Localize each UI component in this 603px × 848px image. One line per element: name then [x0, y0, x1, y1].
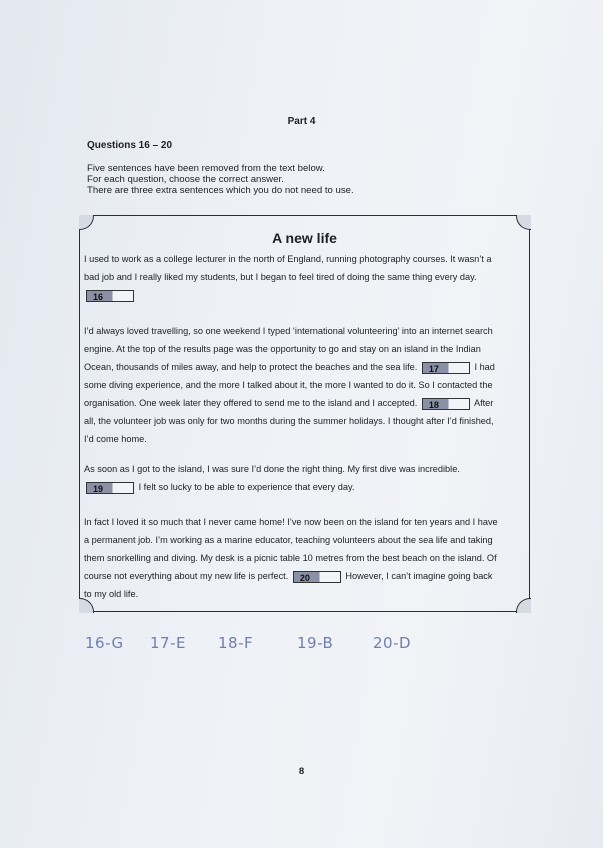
text-line: I’d always loved travelling, so one weekend I typed ‘international volunteering’ into an internet search — [84, 326, 493, 336]
handwritten-answers — [0, 634, 603, 664]
handwritten-answer: 17-E — [150, 634, 186, 652]
gap-16[interactable]: 16 — [86, 290, 134, 302]
text-line: all, the volunteer job was only for two months during the summer holidays. I thought after I’d finished, — [84, 416, 494, 426]
instructions — [87, 163, 354, 196]
text-line: bad job and I really liked my students, but I began to feel tired of doing the same thing every day. — [84, 272, 477, 282]
instruction-line: There are three extra sentences which you do not need to use. — [87, 185, 354, 196]
text-line: organisation. One week later they offered to send me to the island and I accepted. — [84, 398, 418, 408]
text-line: to my old life. — [84, 589, 139, 599]
gap-19[interactable]: 19 — [86, 482, 134, 494]
text-line: I used to work as a college lecturer in the north of England, running photography courses. It wasn’t a — [84, 254, 492, 264]
instruction-line: For each question, choose the correct answer. — [87, 174, 284, 185]
text-line: some diving experience, and the more I talked about it, the more I wanted to do it. So I contacted the — [84, 380, 493, 390]
gap-20[interactable]: 20 — [293, 571, 341, 583]
text-line: I felt so lucky to be able to experience that every day. — [138, 482, 355, 492]
part-title: Part 4 — [287, 116, 316, 127]
text-line: them snorkelling and diving. My desk is a picnic table 10 metres from the best beach on the island. Of — [84, 553, 497, 563]
text-line: engine. At the top of the results page was the opportunity to go and stay on an island in the Indian — [84, 344, 481, 354]
paragraph-1 — [84, 250, 522, 304]
text-line: I had — [474, 362, 495, 372]
text-line: I’d come home. — [84, 434, 147, 444]
gap-18[interactable]: 18 — [422, 398, 470, 410]
text-line: Ocean, thousands of miles away, and help to protect the beaches and the sea life. — [84, 362, 418, 372]
article-title: A new life — [272, 230, 337, 246]
paragraph-4 — [84, 513, 522, 603]
paragraph-3 — [84, 460, 522, 496]
text-line: a permanent job. I’m working as a marine educator, teaching volunteers about the sea life and taking — [84, 535, 493, 545]
text-line: However, I can’t imagine going back — [345, 571, 493, 581]
handwritten-answer: 19-B — [297, 634, 334, 652]
text-line: course not everything about my new life is perfect. — [84, 571, 289, 581]
text-line: In fact I loved it so much that I never came home! I’ve now been on the island for ten years and I have — [84, 517, 498, 527]
gap-17[interactable]: 17 — [422, 362, 470, 374]
text-line: As soon as I got to the island, I was sure I’d done the right thing. My first dive was incredible. — [84, 464, 460, 474]
handwritten-answer: 18-F — [218, 634, 254, 652]
paragraph-2 — [84, 322, 522, 448]
handwritten-answer: 16-G — [85, 634, 124, 652]
handwritten-answer: 20-D — [373, 634, 412, 652]
instruction-line: Five sentences have been removed from the text below. — [87, 163, 325, 174]
questions-heading: Questions 16 – 20 — [87, 140, 173, 151]
text-line: After — [473, 398, 494, 408]
page-number: 8 — [298, 766, 305, 777]
